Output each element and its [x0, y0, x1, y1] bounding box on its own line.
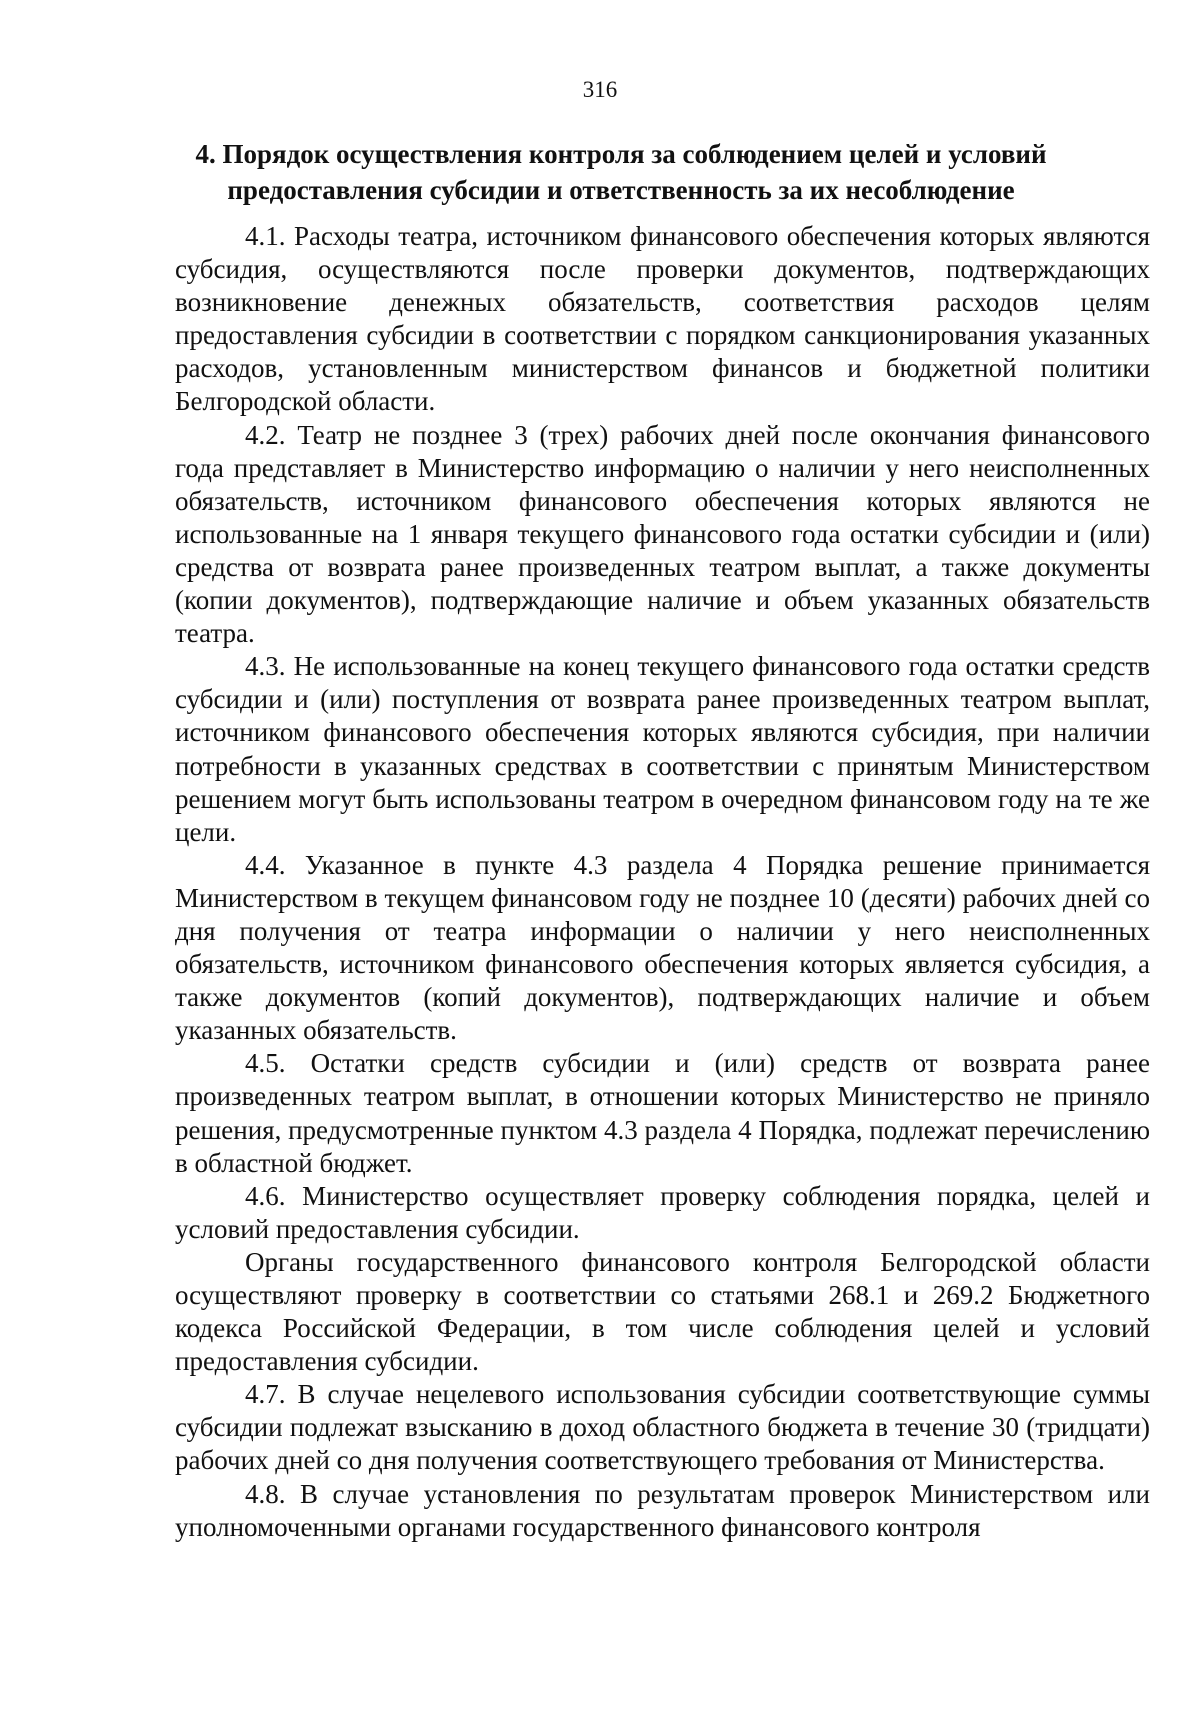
paragraph-4-2: 4.2. Театр не позднее 3 (трех) рабочих дней после окончания финансового года представляет в Министерство информацию о наличии у него неисполненных обязательств, источником финансового обеспечения которых являются не использованные на 1 января текущего финансового года остатки субсидии и (или) средства от возврата ранее произведенных театром выплат, а также документы (копии документов), подтверждающие наличие и объем указанных обязательств театра. [175, 419, 1150, 649]
paragraph-4-1: 4.1. Расходы театра, источником финансового обеспечения которых являются субсидия, осуществляются после проверки документов, подтверждающих возникновение денежных обязательств, соответствия расходов целям предоставления субсидии в соответствии с порядком санкционирования указанных расходов, установленным министерством финансов и бюджетной политики Белгородской области. [175, 221, 1150, 417]
section-title: 4. Порядок осуществления контроля за соблюдением целей и условий предоставления субсидии и ответственность за их несоблюдение [195, 139, 1047, 205]
paragraph-4-3: 4.3. Не использованные на конец текущего финансового года остатки средств субсидии и (или) поступления от возврата ранее произведенных театром выплат, источником финансового обеспечения которых являются субсидия, при наличии потребности в указанных средствах в соответствии с принятым Министерством решением могут быть использованы театром в очередном финансовом году на те же цели. [175, 651, 1150, 847]
paragraph-state-control: Органы государственного финансового контроля Белгородской области осуществляют проверку в соответствии со статьями 268.1 и 269.2 Бюджетного кодекса Российской Федерации, в том числе соблюдения целей и условий предоставления субсидии. [175, 1246, 1150, 1377]
paragraph-4-5: 4.5. Остатки средств субсидии и (или) средств от возврата ранее произведенных театром выплат, в отношении которых Министерство не приняло решения, предусмотренные пунктом 4.3 раздела 4 Порядка, подлежат перечислению в областной бюджет. [175, 1048, 1150, 1178]
document-body [175, 220, 1150, 1544]
paragraph-4-6: 4.6. Министерство осуществляет проверку соблюдения порядка, целей и условий предоставления субсидии. [175, 1180, 1150, 1244]
paragraph-4-7: 4.7. В случае нецелевого использования субсидии соответствующие суммы субсидии подлежат взысканию в доход областного бюджета в течение 30 (тридцати) рабочих дней со дня получения соответствующего требования от Министерства. [175, 1379, 1150, 1476]
paragraph-4-4: 4.4. Указанное в пункте 4.3 раздела 4 Порядка решение принимается Министерством в текущем финансовом году не позднее 10 (десяти) рабочих дней со дня получения от театра информации о наличии у него неисполненных обязательств, источником финансового обеспечения которых является субсидия, а также документов (копий документов), подтверждающих наличие и объем указанных обязательств. [175, 849, 1150, 1046]
page-number: 316 [582, 77, 618, 102]
paragraph-4-8: 4.8. В случае установления по результатам проверок Министерством или уполномоченными органами государственного финансового контроля [175, 1478, 1150, 1542]
